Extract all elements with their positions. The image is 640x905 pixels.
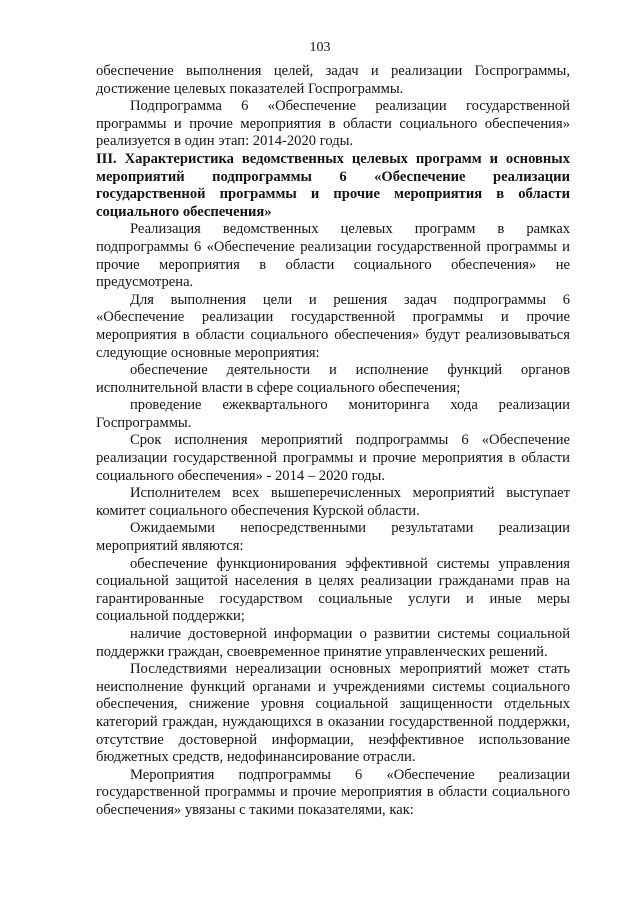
paragraph: Срок исполнения мероприятий подпрограммы 6 «Обеспечение реализации государственной программы и прочие мероприятия в области социального обеспечения» - 2014 – 2020 годы. <box>96 432 570 484</box>
page-number: 103 <box>309 40 331 55</box>
list-item: обеспечение функционирования эффективной системы управления социальной защитой населения в целях реализации гражданами прав на гарантированные государством социальные услуги и иные меры социальной поддержки; <box>96 555 570 625</box>
paragraph: Ожидаемыми непосредственными результатами реализации мероприятий являются: <box>96 520 570 555</box>
paragraph: Мероприятия подпрограммы 6 «Обеспечение реализации государственной программы и прочие мероприятия в области социального обеспечения» увязаны с такими показателями, как: <box>96 766 570 818</box>
paragraph: Подпрограмма 6 «Обеспечение реализации государственной программы и прочие мероприятия в области социального обеспечения» реализуется в один этап: 2014-2020 годы. <box>96 98 570 150</box>
list-item: обеспечение деятельности и исполнение функций органов исполнительной власти в сфере социального обеспечения; <box>96 362 570 396</box>
paragraph: Исполнителем всех вышеперечисленных мероприятий выступает комитет социального обеспечения Курской области. <box>96 485 570 519</box>
section-heading: III. Характеристика ведомственных целевых программ и основных мероприятий подпрограммы 6 «Обеспечение реализации государственной программы и прочие мероприятия в области социального обеспечения» <box>96 150 570 220</box>
paragraph: обеспечение выполнения целей, задач и реализации Госпрограммы, достижение целевых показателей Госпрограммы. <box>96 63 570 97</box>
paragraph: Реализация ведомственных целевых программ в рамках подпрограммы 6 «Обеспечение реализации государственной программы и прочие мероприятия в области социального обеспечения» не предусмотрена. <box>96 221 570 291</box>
document-body <box>96 63 570 820</box>
list-item: наличие достоверной информации о развитии системы социальной поддержки граждан, своевременное принятие управленческих решений. <box>96 626 570 660</box>
paragraph: Последствиями нереализации основных мероприятий может стать неисполнение функций органами и учреждениями системы социального обеспечения, снижение уровня социальной защищенности отдельных категорий граждан, нуждающихся в оказании государственной поддержки, отсутствие достоверной информации, неэффективное использование бюджетных средств, недофинансирование отрасли. <box>96 661 570 766</box>
paragraph: Для выполнения цели и решения задач подпрограммы 6 «Обеспечение реализации государственной программы и прочие мероприятия в области социального обеспечения» будут реализовываться следующие основные мероприятия: <box>96 291 570 361</box>
list-item: проведение ежеквартального мониторинга хода реализации Госпрограммы. <box>96 397 570 431</box>
